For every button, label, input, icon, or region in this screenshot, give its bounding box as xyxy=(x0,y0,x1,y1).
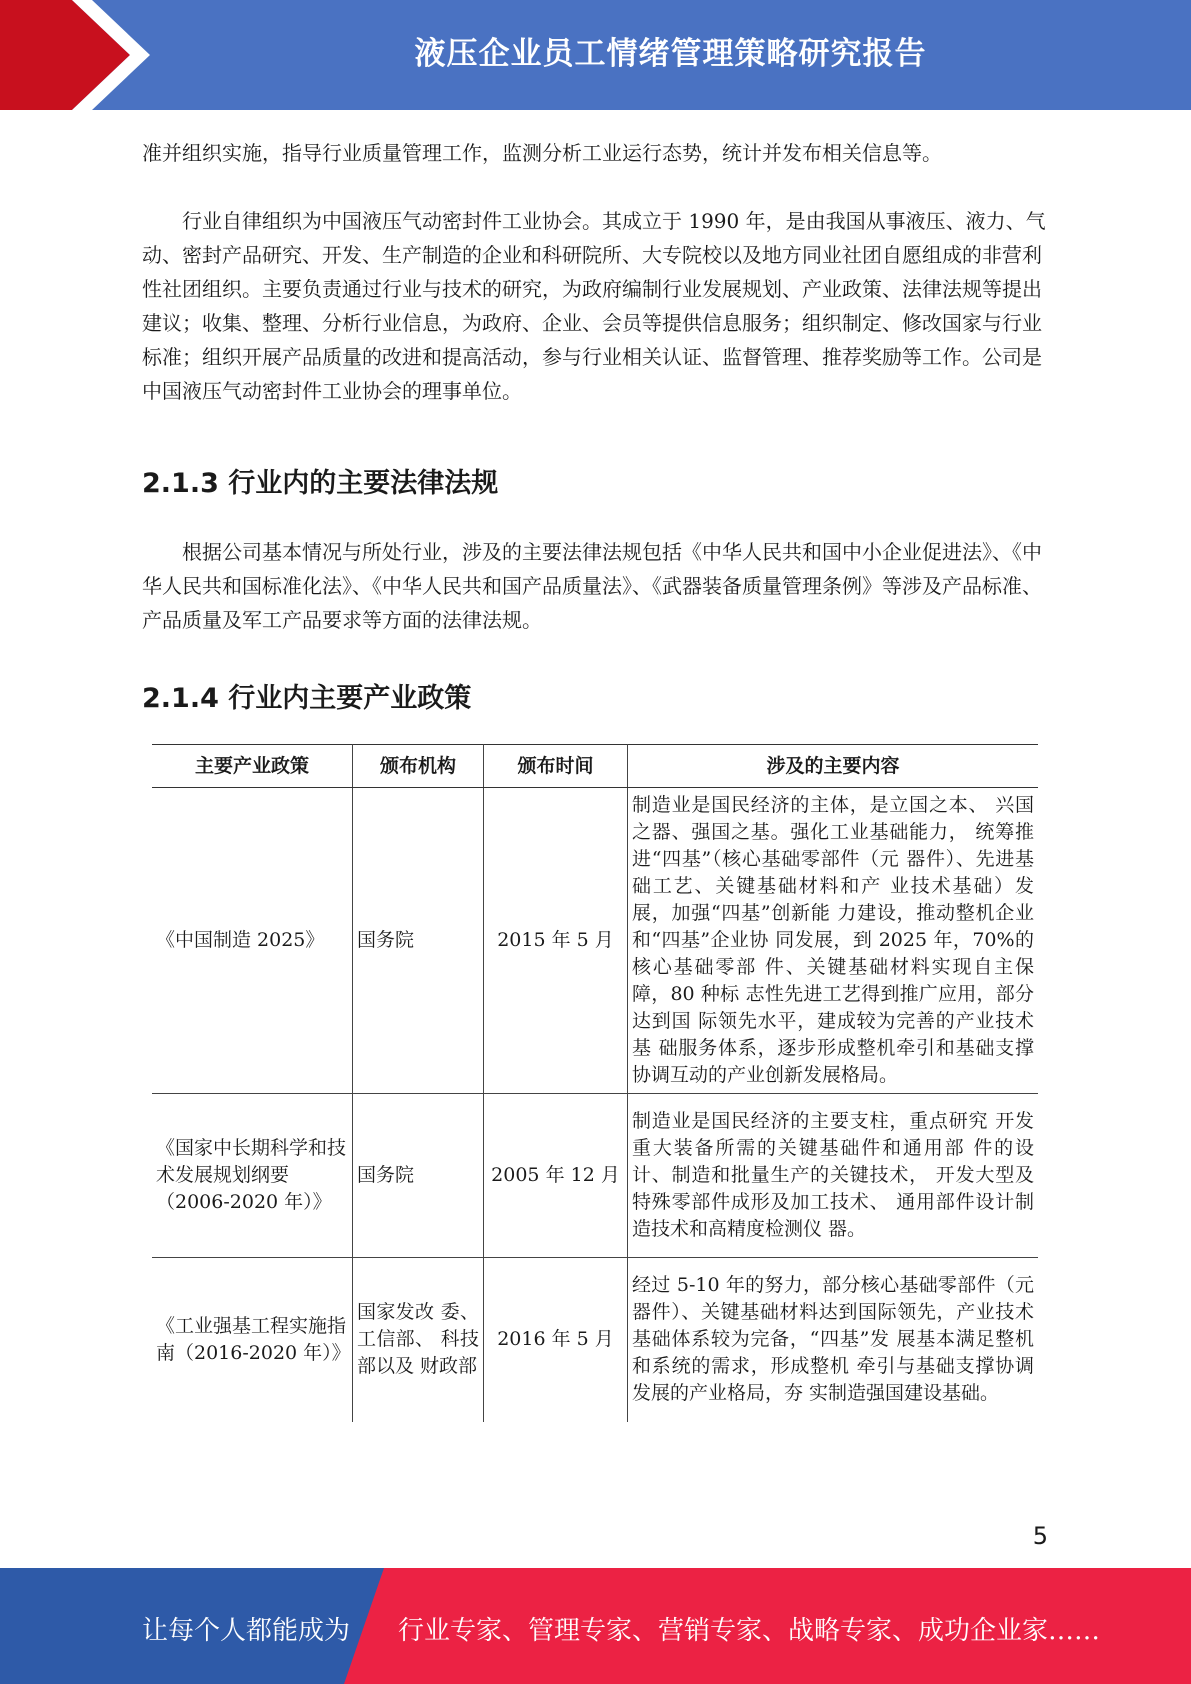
report-title: 液压企业员工情绪管理策略研究报告 xyxy=(414,36,927,72)
cell-policy: 《工业强基工程实施指南（2016-2020 年）》 xyxy=(152,1258,353,1422)
section-heading-2-1-3: 2.1.3 行业内的主要法律法规 xyxy=(142,468,499,499)
cell-date: 2015 年 5 月 xyxy=(484,788,628,1094)
paragraph-continued: 准并组织实施，指导行业质量管理工作，监测分析工业运行态势，统计并发布相关信息等。 xyxy=(142,141,942,165)
cell-org: 国务院 xyxy=(353,1094,484,1258)
table-row xyxy=(152,1094,1038,1258)
paragraph-industry-association: 行业自律组织为中国液压气动密封件工业协会。其成立于 1990 年，是由我国从事液压、液力、气动、密封产品研究、开发、生产制造的企业和科研院所、大专院校以及地方同业社团自愿组成的非营利性社团组织。主要负责通过行业与技术的研究，为政府编制行业发展规划、产业政策、法律法规等提出建议；收集、整理、分析行业信息，为政府、企业、会员等提供信息服务；组织制定、修改国家与行业标准；组织开展产品质量的改进和提高活动，参与行业相关认证、监督管理、推荐奖励等工作。公司是中国液压气动密封件工业协会的理事单位。 xyxy=(142,209,1046,403)
table-header-row xyxy=(152,745,1038,788)
paragraph-laws: 根据公司基本情况与所处行业，涉及的主要法律法规包括《中华人民共和国中小企业促进法》、《中华人民共和国标准化法》、《中华人民共和国产品质量法》、《武器装备质量管理条例》等涉及产品标准、产品质量及军工产品要求等方面的法律法规。 xyxy=(142,540,1042,632)
header-date: 颁布时间 xyxy=(484,745,628,788)
footer-banner xyxy=(0,1568,1191,1684)
cell-policy: 《中国制造 2025》 xyxy=(152,788,353,1094)
header-content: 涉及的主要内容 xyxy=(628,745,1039,788)
footer-slogan-left: 让每个人都能成为 xyxy=(142,1616,351,1646)
table-row xyxy=(152,788,1038,1094)
footer-slogan-right: 行业专家、管理专家、营销专家、战略专家、成功企业家…… xyxy=(398,1616,1101,1646)
cell-date: 2016 年 5 月 xyxy=(484,1258,628,1422)
policy-table xyxy=(152,744,1038,1422)
header-org: 颁布机构 xyxy=(353,745,484,788)
cell-content: 制造业是国民经济的主要支柱，重点研究 开发重大装备所需的关键基础件和通用部 件的设计、制造和批量生产的关键技术， 开发大型及特殊零部件成形及加工技术、 通用部件设计制造技术和高精度检测仪 器。 xyxy=(628,1094,1039,1258)
cell-org: 国家发改 委、工信部、 科技部以及 财政部 xyxy=(353,1258,484,1422)
page-number: 5 xyxy=(1032,1522,1048,1550)
cell-content: 制造业是国民经济的主体，是立国之本、 兴国之器、强国之基。强化工业基础能力， 统筹推进“四基”（核心基础零部件（元 器件）、先进基础工艺、关键基础材料和产 业技术基础）发展，加强“四基”创新能 力建设，推动整机企业和“四基”企业协 同发展，到 2025 年，70%的核心基础零部 件、关键基础材料实现自主保障，80 种标 志性先进工艺得到推广应用，部分达到国 际领先水平，建成较为完善的产业技术基 础服务体系，逐步形成整机牵引和基础支撑协调互动的产业创新发展格局。 xyxy=(628,788,1039,1094)
cell-policy: 《国家中长期科学和技术发展规划纲要（2006-2020 年）》 xyxy=(152,1094,353,1258)
section-heading-2-1-4: 2.1.4 行业内主要产业政策 xyxy=(142,683,472,714)
cell-content: 经过 5-10 年的努力，部分核心基础零部件（元器件）、关键基础材料达到国际领先，产业技术基础体系较为完备，“四基”发 展基本满足整机和系统的需求，形成整机 牵引与基础支撑协调发展的产业格局，夯 实制造强国建设基础。 xyxy=(632,1274,1034,1405)
cell-date: 2005 年 12 月 xyxy=(484,1094,628,1258)
table-row xyxy=(152,1258,1038,1422)
cell-org: 国务院 xyxy=(353,788,484,1094)
header-policy: 主要产业政策 xyxy=(152,745,353,788)
header-banner xyxy=(0,0,1191,110)
